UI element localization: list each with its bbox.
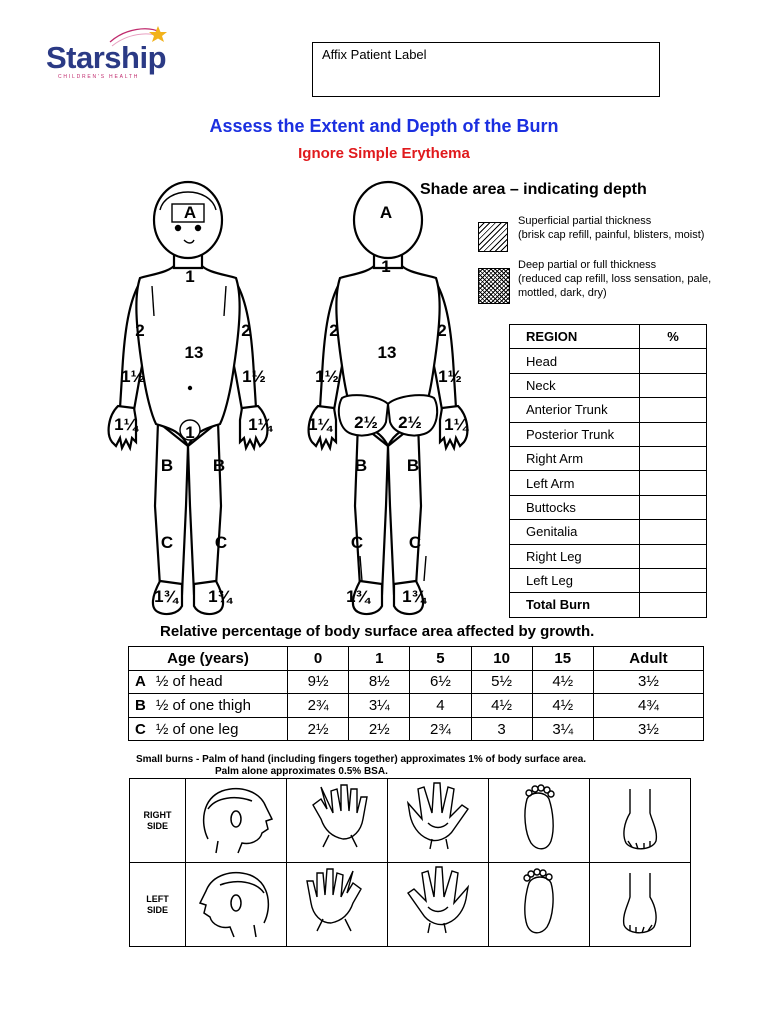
body-diagram[interactable] (100, 176, 500, 622)
pct-input-right-arm[interactable] (640, 446, 707, 470)
growth-row-label-b (129, 694, 288, 718)
growth-cell: 3½ (593, 717, 703, 741)
growth-cell: 4½ (532, 694, 593, 718)
table-row (510, 446, 707, 470)
back-foot-right-label: 1¾ (346, 587, 370, 606)
growth-cell: 2¾ (288, 694, 349, 718)
pct-input-total-burn[interactable] (640, 593, 707, 617)
table-row (130, 779, 691, 863)
region-genitalia: Genitalia (510, 520, 640, 544)
table-row (510, 422, 707, 446)
growth-cell: 2½ (349, 717, 410, 741)
growth-row-letter: A (135, 673, 146, 691)
growth-cell: 9½ (288, 670, 349, 694)
growth-header-1: 1 (349, 647, 410, 671)
head-left-icon (186, 863, 286, 941)
pct-input-left-arm[interactable] (640, 471, 707, 495)
growth-row-letter: B (135, 696, 146, 714)
left-side-label-1: LEFT (146, 893, 169, 904)
back-thigh-left-label: B (406, 456, 420, 475)
deep-legend-desc-1: (reduced cap refill, loss sensation, pale, (518, 273, 712, 285)
back-trunk-label: 13 (377, 343, 397, 362)
foot-top-right-cell[interactable] (590, 779, 691, 863)
growth-caption: Relative percentage of body surface area affected by growth. (160, 623, 595, 640)
region-header: REGION (510, 325, 640, 349)
deep-legend-desc-2: mottled, dark, dry) (518, 287, 607, 299)
palm-right-cell[interactable] (388, 779, 489, 863)
growth-header-15: 15 (532, 647, 593, 671)
deep-legend (518, 258, 711, 300)
back-forearm-right-label: 1½ (315, 367, 339, 386)
pct-input-buttocks[interactable] (640, 495, 707, 519)
growth-row-text: ½ of head (155, 673, 223, 691)
back-neck-label: 1 (381, 257, 391, 276)
growth-header-5: 5 (410, 647, 471, 671)
growth-cell: 3¼ (349, 694, 410, 718)
growth-row-letter: C (135, 720, 146, 738)
growth-row-text: ½ of one thigh (155, 696, 251, 714)
region-head: Head (510, 349, 640, 373)
region-right-arm: Right Arm (510, 446, 640, 470)
back-thigh-right-label: B (354, 456, 368, 475)
page-title-text: Assess the Extent and Depth of the Burn (209, 116, 559, 136)
head-right-cell[interactable] (186, 779, 287, 863)
front-forearm-left-label: 1½ (242, 367, 266, 386)
growth-cell: 3¼ (532, 717, 593, 741)
region-left-arm: Left Arm (510, 471, 640, 495)
front-thigh-right-label: B (160, 456, 174, 475)
pct-input-genitalia[interactable] (640, 520, 707, 544)
region-total-burn: Total Burn (510, 593, 640, 617)
growth-cell: 4½ (471, 694, 532, 718)
table-row (510, 373, 707, 397)
front-trunk-label: 13 (184, 343, 204, 362)
superficial-legend (518, 214, 704, 242)
back-upper-arm-left-label: 2 (437, 321, 447, 340)
superficial-legend-desc: (brisk cap refill, painful, blisters, moist) (518, 229, 705, 241)
region-neck: Neck (510, 373, 640, 397)
head-right-icon (186, 779, 286, 857)
table-row (129, 670, 704, 694)
growth-row-label-c (129, 717, 288, 741)
back-foot-left-label: 1¾ (402, 587, 426, 606)
hand-back-icon (287, 779, 387, 857)
front-leg-left-label: C (214, 533, 228, 552)
superficial-swatch (478, 222, 508, 252)
region-table (509, 324, 707, 618)
growth-cell: 4¾ (593, 694, 703, 718)
table-row (510, 349, 707, 373)
growth-cell: 3 (471, 717, 532, 741)
front-leg-right-label: C (160, 533, 174, 552)
table-row (510, 471, 707, 495)
patient-label-box[interactable] (312, 42, 660, 97)
logo-name: Starship (46, 40, 167, 75)
small-burns-note (136, 754, 586, 778)
back-leg-right-label: C (350, 533, 364, 552)
right-side-label-1: RIGHT (143, 809, 172, 820)
growth-cell: 4½ (532, 670, 593, 694)
pct-input-neck[interactable] (640, 373, 707, 397)
front-hand-left-label: 1¼ (248, 415, 272, 434)
small-burns-line-1: Small burns - Palm of hand (including fingers together) approximates 1% of body surface area. (136, 754, 587, 765)
back-hand-right-label: 1¼ (308, 415, 332, 434)
hand-back-left-cell[interactable] (287, 863, 388, 947)
superficial-legend-title: Superficial partial thickness (518, 215, 652, 227)
growth-header-10: 10 (471, 647, 532, 671)
palm-icon (388, 863, 488, 941)
table-row (510, 568, 707, 592)
growth-header-adult: Adult (593, 647, 703, 671)
side-diagram-table (129, 778, 691, 947)
palm-icon (388, 779, 488, 857)
deep-swatch (478, 268, 510, 304)
back-upper-arm-right-label: 2 (329, 321, 339, 340)
growth-header-age: Age (years) (129, 647, 288, 671)
back-hand-left-label: 1¼ (444, 415, 468, 434)
pct-input-left-leg[interactable] (640, 568, 707, 592)
back-leg-left-label: C (408, 533, 422, 552)
patient-label-text: Affix Patient Label (322, 47, 427, 62)
front-upper-arm-right-label: 2 (135, 321, 145, 340)
region-anterior-trunk: Anterior Trunk (510, 398, 640, 422)
growth-cell: 3½ (593, 670, 703, 694)
pct-input-right-leg[interactable] (640, 544, 707, 568)
region-posterior-trunk: Posterior Trunk (510, 422, 640, 446)
growth-cell: 2½ (288, 717, 349, 741)
hand-back-icon (287, 863, 387, 941)
table-row (510, 398, 707, 422)
front-thigh-left-label: B (212, 456, 226, 475)
region-right-leg: Right Leg (510, 544, 640, 568)
table-row (510, 520, 707, 544)
page-subtitle: Ignore Simple Erythema (298, 145, 470, 162)
back-forearm-left-label: 1½ (438, 367, 462, 386)
back-buttock-left-label: 2½ (398, 413, 422, 432)
table-row (510, 544, 707, 568)
palm-left-cell[interactable] (388, 863, 489, 947)
sole-icon (489, 779, 589, 857)
sole-left-cell[interactable] (489, 863, 590, 947)
front-genitalia-label: 1 (185, 423, 195, 442)
back-buttock-right-label: 2½ (354, 413, 378, 432)
page-title (0, 116, 768, 137)
growth-table (128, 646, 704, 741)
hand-back-right-cell[interactable] (287, 779, 388, 863)
growth-row-text: ½ of one leg (155, 720, 239, 738)
table-row (129, 694, 704, 718)
foot-top-left-cell[interactable] (590, 863, 691, 947)
right-side-label (130, 779, 186, 863)
front-foot-left-label: 1¾ (208, 587, 232, 606)
foot-top-icon (590, 863, 690, 941)
growth-header-0: 0 (288, 647, 349, 671)
pct-input-posterior-trunk[interactable] (640, 422, 707, 446)
logo-subtitle: CHILDREN'S HEALTH (58, 74, 140, 80)
pct-input-head[interactable] (640, 349, 707, 373)
left-side-label-2: SIDE (146, 904, 168, 915)
deep-legend-title: Deep partial or full thickness (518, 259, 657, 271)
growth-cell: 8½ (349, 670, 410, 694)
pct-input-anterior-trunk[interactable] (640, 398, 707, 422)
growth-cell: 4 (410, 694, 471, 718)
region-left-leg: Left Leg (510, 568, 640, 592)
sole-icon (489, 863, 589, 941)
front-upper-arm-left-label: 2 (241, 321, 251, 340)
shade-heading: Shade area – indicating depth (420, 181, 647, 198)
back-head-label: A (379, 203, 393, 222)
front-forearm-right-label: 1½ (121, 367, 145, 386)
table-row (510, 495, 707, 519)
pct-header: % (640, 325, 707, 349)
growth-cell: 5½ (471, 670, 532, 694)
growth-cell: 2¾ (410, 717, 471, 741)
head-left-cell[interactable] (186, 863, 287, 947)
region-buttocks: Buttocks (510, 495, 640, 519)
table-row (130, 863, 691, 947)
front-foot-right-label: 1¾ (154, 587, 178, 606)
growth-row-label-a (129, 670, 288, 694)
front-head-label: A (183, 203, 197, 222)
small-burns-line-2: Palm alone approximates 0.5% BSA. (215, 766, 388, 777)
front-hand-right-label: 1¼ (114, 415, 138, 434)
right-side-label-2: SIDE (146, 820, 168, 831)
front-neck-label: 1 (185, 267, 195, 286)
growth-cell: 6½ (410, 670, 471, 694)
foot-top-icon (590, 779, 690, 857)
sole-right-cell[interactable] (489, 779, 590, 863)
left-side-label (130, 863, 186, 947)
table-row (129, 717, 704, 741)
